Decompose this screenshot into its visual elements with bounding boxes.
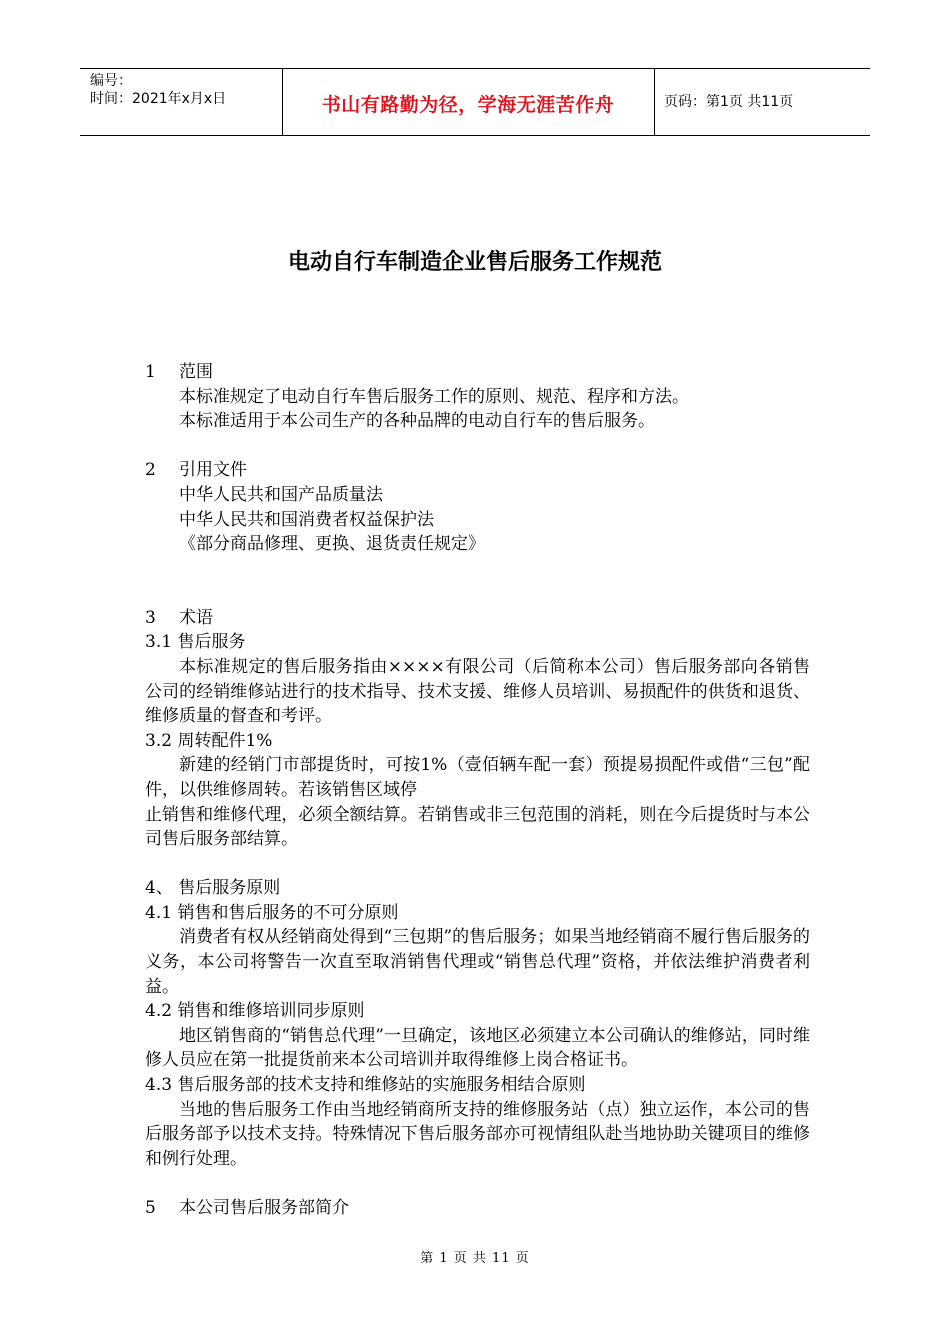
page-footer: 第 1 页 共 11 页 [420,1251,530,1266]
reference-item: 中华人民共和国消费者权益保护法 [179,509,434,530]
page-info: 页码：第1页 共11页 [664,94,794,110]
section-heading: 3 术语 [145,607,213,628]
page-header [80,68,870,136]
document-time-label: 时间：2021年x月x日 [90,91,227,107]
subsection-heading: 4.3 售后服务部的技术支持和维修站的实施服务相结合原则 [145,1075,586,1096]
subsection-heading: 4.1 销售和售后服务的不可分原则 [145,902,399,923]
subsection-heading: 3.1 售后服务 [145,632,246,653]
header-motto: 书山有路勤为径，学海无涯苦作舟 [321,94,615,116]
section-heading: 4、 售后服务原则 [145,878,281,899]
document-number-label: 编号： [90,73,132,89]
paragraph: 消费者有权从经销商处得到“三包期”的售后服务；如果当地经销商不履行售后服务的义务，本公司将警告一次直至取消销售代理或“销售总代理”资格，并依法维护消费者利益。 [145,927,810,997]
paragraph: 当地的售后服务工作由当地经销商所支持的维修服务站（点）独立运作，本公司的售后服务部予以技术支持。特殊情况下售后服务部亦可视情组队赴当地协助关键项目的维修和例行处理。 [145,1099,810,1169]
paragraph: 本标准适用于本公司生产的各种品牌的电动自行车的售后服务。 [179,411,655,432]
header-top-rule [80,68,870,69]
paragraph: 地区销售商的“销售总代理”一旦确定，该地区必须建立本公司确认的维修站，同时维修人员应在第一批提货前来本公司培训并取得维修上岗合格证书。 [145,1025,810,1071]
paragraph: 新建的经销门市部提货时，可按1%（壹佰辆车配一套）预提易损配件或借“三包”配件，以供维修周转。若该销售区域停 [145,755,810,800]
paragraph: 止销售和维修代理，必须全额结算。若销售或非三包范围的消耗，则在今后提货时与本公司售后服务部结算。 [145,804,810,850]
subsection-heading: 3.2 周转配件1% [145,730,273,751]
document-body [145,360,810,1221]
document-title: 电动自行车制造企业售后服务工作规范 [287,250,662,275]
reference-item: 《部分商品修理、更换、退货责任规定》 [179,534,485,555]
subsection-heading: 4.2 销售和维修培训同步原则 [145,1001,365,1022]
reference-item: 中华人民共和国产品质量法 [179,484,383,505]
paragraph: 本标准规定了电动自行车售后服务工作的原则、规范、程序和方法。 [179,386,689,407]
header-bottom-rule [80,135,870,136]
paragraph: 本标准规定的售后服务指由××××有限公司（后简称本公司）售后服务部向各销售公司的经销维修站进行的技术指导、技术支援、维修人员培训、易损配件的供货和退货、维修质量的督查和考评。 [145,656,810,727]
header-divider [654,68,655,136]
section-heading: 2 引用文件 [145,460,247,481]
section-heading: 5 本公司售后服务部简介 [145,1198,349,1218]
section-heading: 1 范围 [145,362,213,382]
